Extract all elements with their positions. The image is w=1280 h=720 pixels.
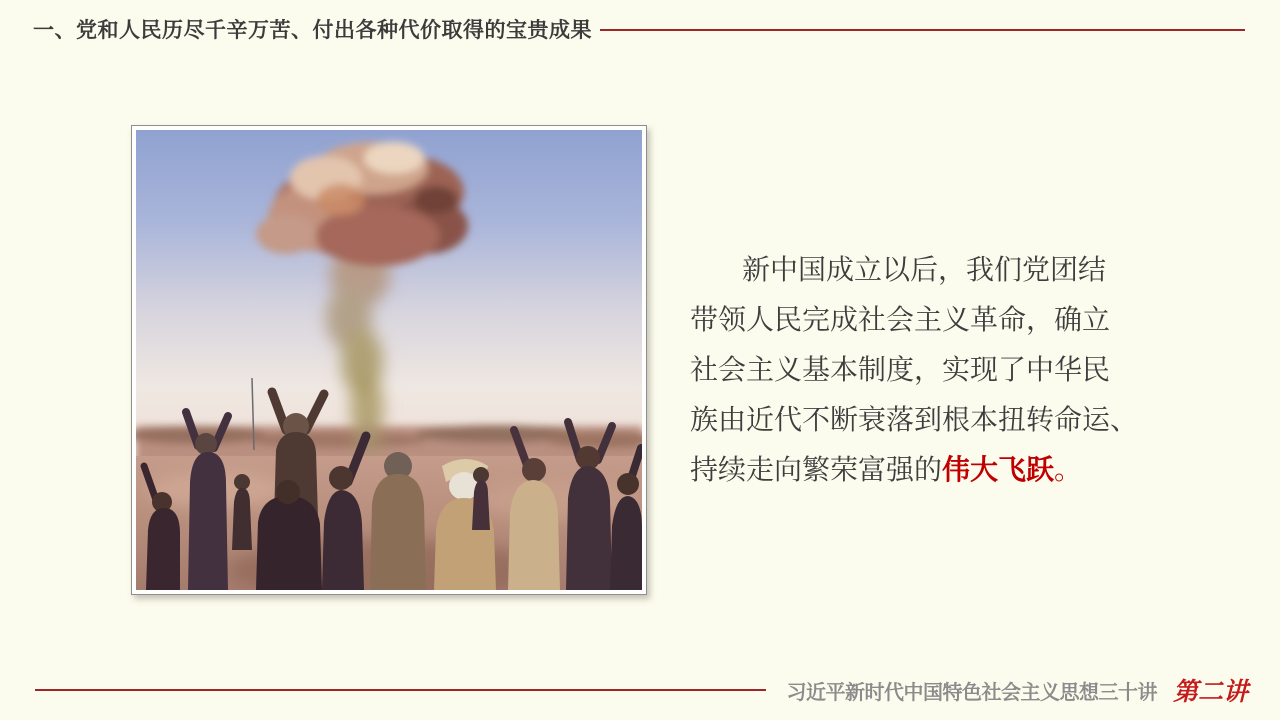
footer-rule — [35, 689, 766, 691]
course-title: 习近平新时代中国特色社会主义思想三十讲 — [786, 681, 1157, 704]
body-line-2: 带领人民完成社会主义革命，确立 — [690, 304, 1111, 335]
highlight-period: 。 — [1054, 454, 1083, 485]
section-title: 一、党和人民历尽千辛万苦、付出各种代价取得的宝贵成果 — [33, 19, 592, 42]
body-line-5 — [690, 445, 1142, 495]
lecture-number-badge: 第二讲 — [1172, 677, 1248, 706]
body-line-5-text: 持续走向繁荣富强的 — [690, 454, 943, 485]
body-line-4: 族由近代不断衰落到根本扭转命运、 — [690, 404, 1139, 435]
body-paragraph — [690, 245, 1142, 495]
body-line-3: 社会主义基本制度，实现了中华民 — [690, 354, 1111, 385]
nuclear-test-illustration — [136, 130, 642, 590]
slide-footer — [35, 668, 1248, 712]
header-rule — [600, 29, 1245, 31]
highlight-phrase: 伟大飞跃 — [942, 454, 1055, 485]
crowd-figure — [566, 422, 612, 590]
body-line-1: 新中国成立以后，我们党团结 — [742, 254, 1107, 285]
slide-header — [33, 14, 1245, 44]
photo-nuclear-test — [131, 125, 647, 595]
crowd-figure — [232, 474, 252, 550]
crowd-figure — [472, 467, 490, 530]
crowd-figure — [186, 412, 228, 590]
